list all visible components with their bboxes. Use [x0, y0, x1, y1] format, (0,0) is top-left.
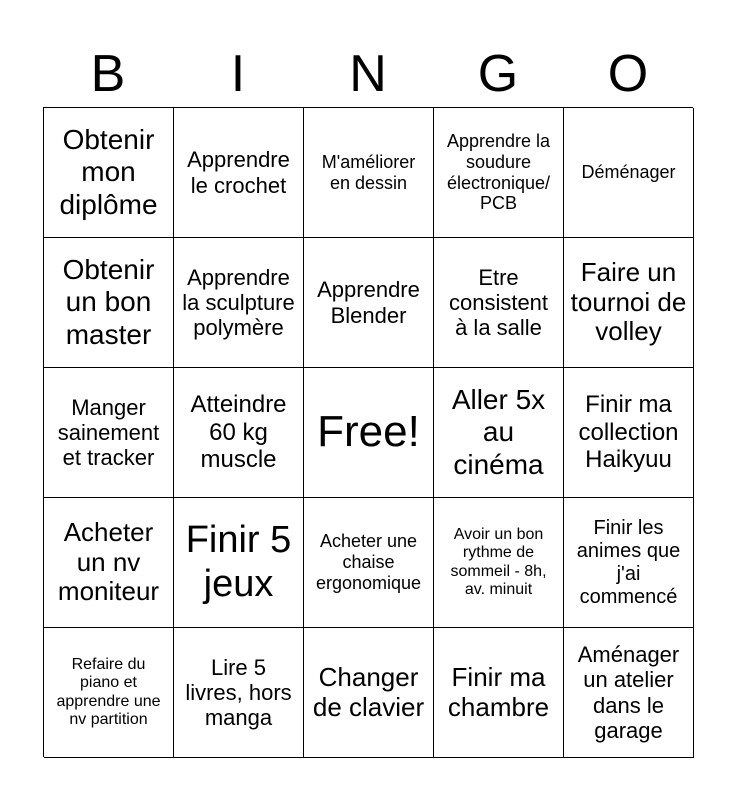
bingo-cell[interactable] — [304, 108, 434, 238]
bingo-header — [43, 40, 693, 108]
bingo-cell[interactable] — [564, 498, 694, 628]
bingo-cell[interactable] — [44, 108, 174, 238]
cell-text: Finir les animes que j'ai commencé — [576, 516, 681, 608]
cell-text: Acheter une chaise ergonomique — [315, 531, 422, 593]
cell-text: Apprendre Blender — [317, 277, 420, 328]
cell-text: Etre consistent à la salle — [448, 264, 549, 341]
header-letter-o: O — [607, 45, 649, 103]
free-space-text: Free! — [317, 407, 420, 457]
cell-text: Changer de clavier — [312, 661, 425, 722]
cell-text: Finir ma chambre — [447, 661, 550, 722]
header-letter-n: N — [349, 45, 387, 103]
cell-text: Finir ma collection Haikyuu — [578, 391, 679, 474]
bingo-cell[interactable] — [44, 628, 174, 758]
cell-text: Aller 5x au cinéma — [451, 384, 546, 480]
cell-text: Avoir un bon rythme de sommeil - 8h, av. minuit — [450, 525, 547, 598]
cell-text: Acheter un nv moniteur — [57, 516, 160, 607]
bingo-cell[interactable] — [434, 628, 564, 758]
bingo-cell[interactable] — [174, 108, 304, 238]
cell-text: M'améliorer en dessin — [321, 151, 416, 193]
bingo-cell[interactable] — [564, 238, 694, 368]
bingo-cell[interactable] — [304, 498, 434, 628]
bingo-cell[interactable] — [564, 108, 694, 238]
cell-text: Apprendre la sculpture polymère — [182, 264, 295, 341]
cell-text: Manger sainement et tracker — [57, 394, 160, 471]
bingo-cell-free[interactable] — [304, 368, 434, 498]
bingo-cell[interactable] — [434, 368, 564, 498]
bingo-cell[interactable] — [174, 368, 304, 498]
bingo-cell[interactable] — [174, 628, 304, 758]
cell-text: Apprendre la soudure électronique/ PCB — [446, 131, 551, 214]
cell-text: Obtenir un bon master — [62, 254, 155, 350]
bingo-cell[interactable] — [44, 498, 174, 628]
bingo-cell[interactable] — [434, 108, 564, 238]
bingo-cell[interactable] — [174, 498, 304, 628]
bingo-cell[interactable] — [174, 238, 304, 368]
cell-text: Finir 5 jeux — [185, 518, 292, 605]
header-letter-i: I — [230, 45, 246, 103]
bingo-cell[interactable] — [44, 238, 174, 368]
cell-text: Déménager — [581, 162, 676, 183]
bingo-cell[interactable] — [564, 628, 694, 758]
bingo-cell[interactable] — [44, 368, 174, 498]
cell-text: Apprendre le crochet — [187, 147, 290, 198]
bingo-cell[interactable] — [434, 238, 564, 368]
cell-text: Faire un tournoi de volley — [570, 256, 687, 347]
bingo-cell[interactable] — [564, 368, 694, 498]
cell-text: Atteindre 60 kg muscle — [190, 391, 287, 474]
bingo-grid — [43, 107, 693, 757]
bingo-cell[interactable] — [304, 628, 434, 758]
cell-text: Obtenir mon diplôme — [59, 124, 158, 220]
cell-text: Aménager un atelier dans le garage — [577, 641, 680, 743]
header-letter-b: B — [90, 45, 126, 103]
bingo-cell[interactable] — [304, 238, 434, 368]
bingo-cell[interactable] — [434, 498, 564, 628]
cell-text: Lire 5 livres, hors manga — [185, 654, 292, 731]
cell-text: Refaire du piano et apprendre une nv partition — [56, 655, 161, 728]
header-letter-g: G — [477, 45, 519, 103]
